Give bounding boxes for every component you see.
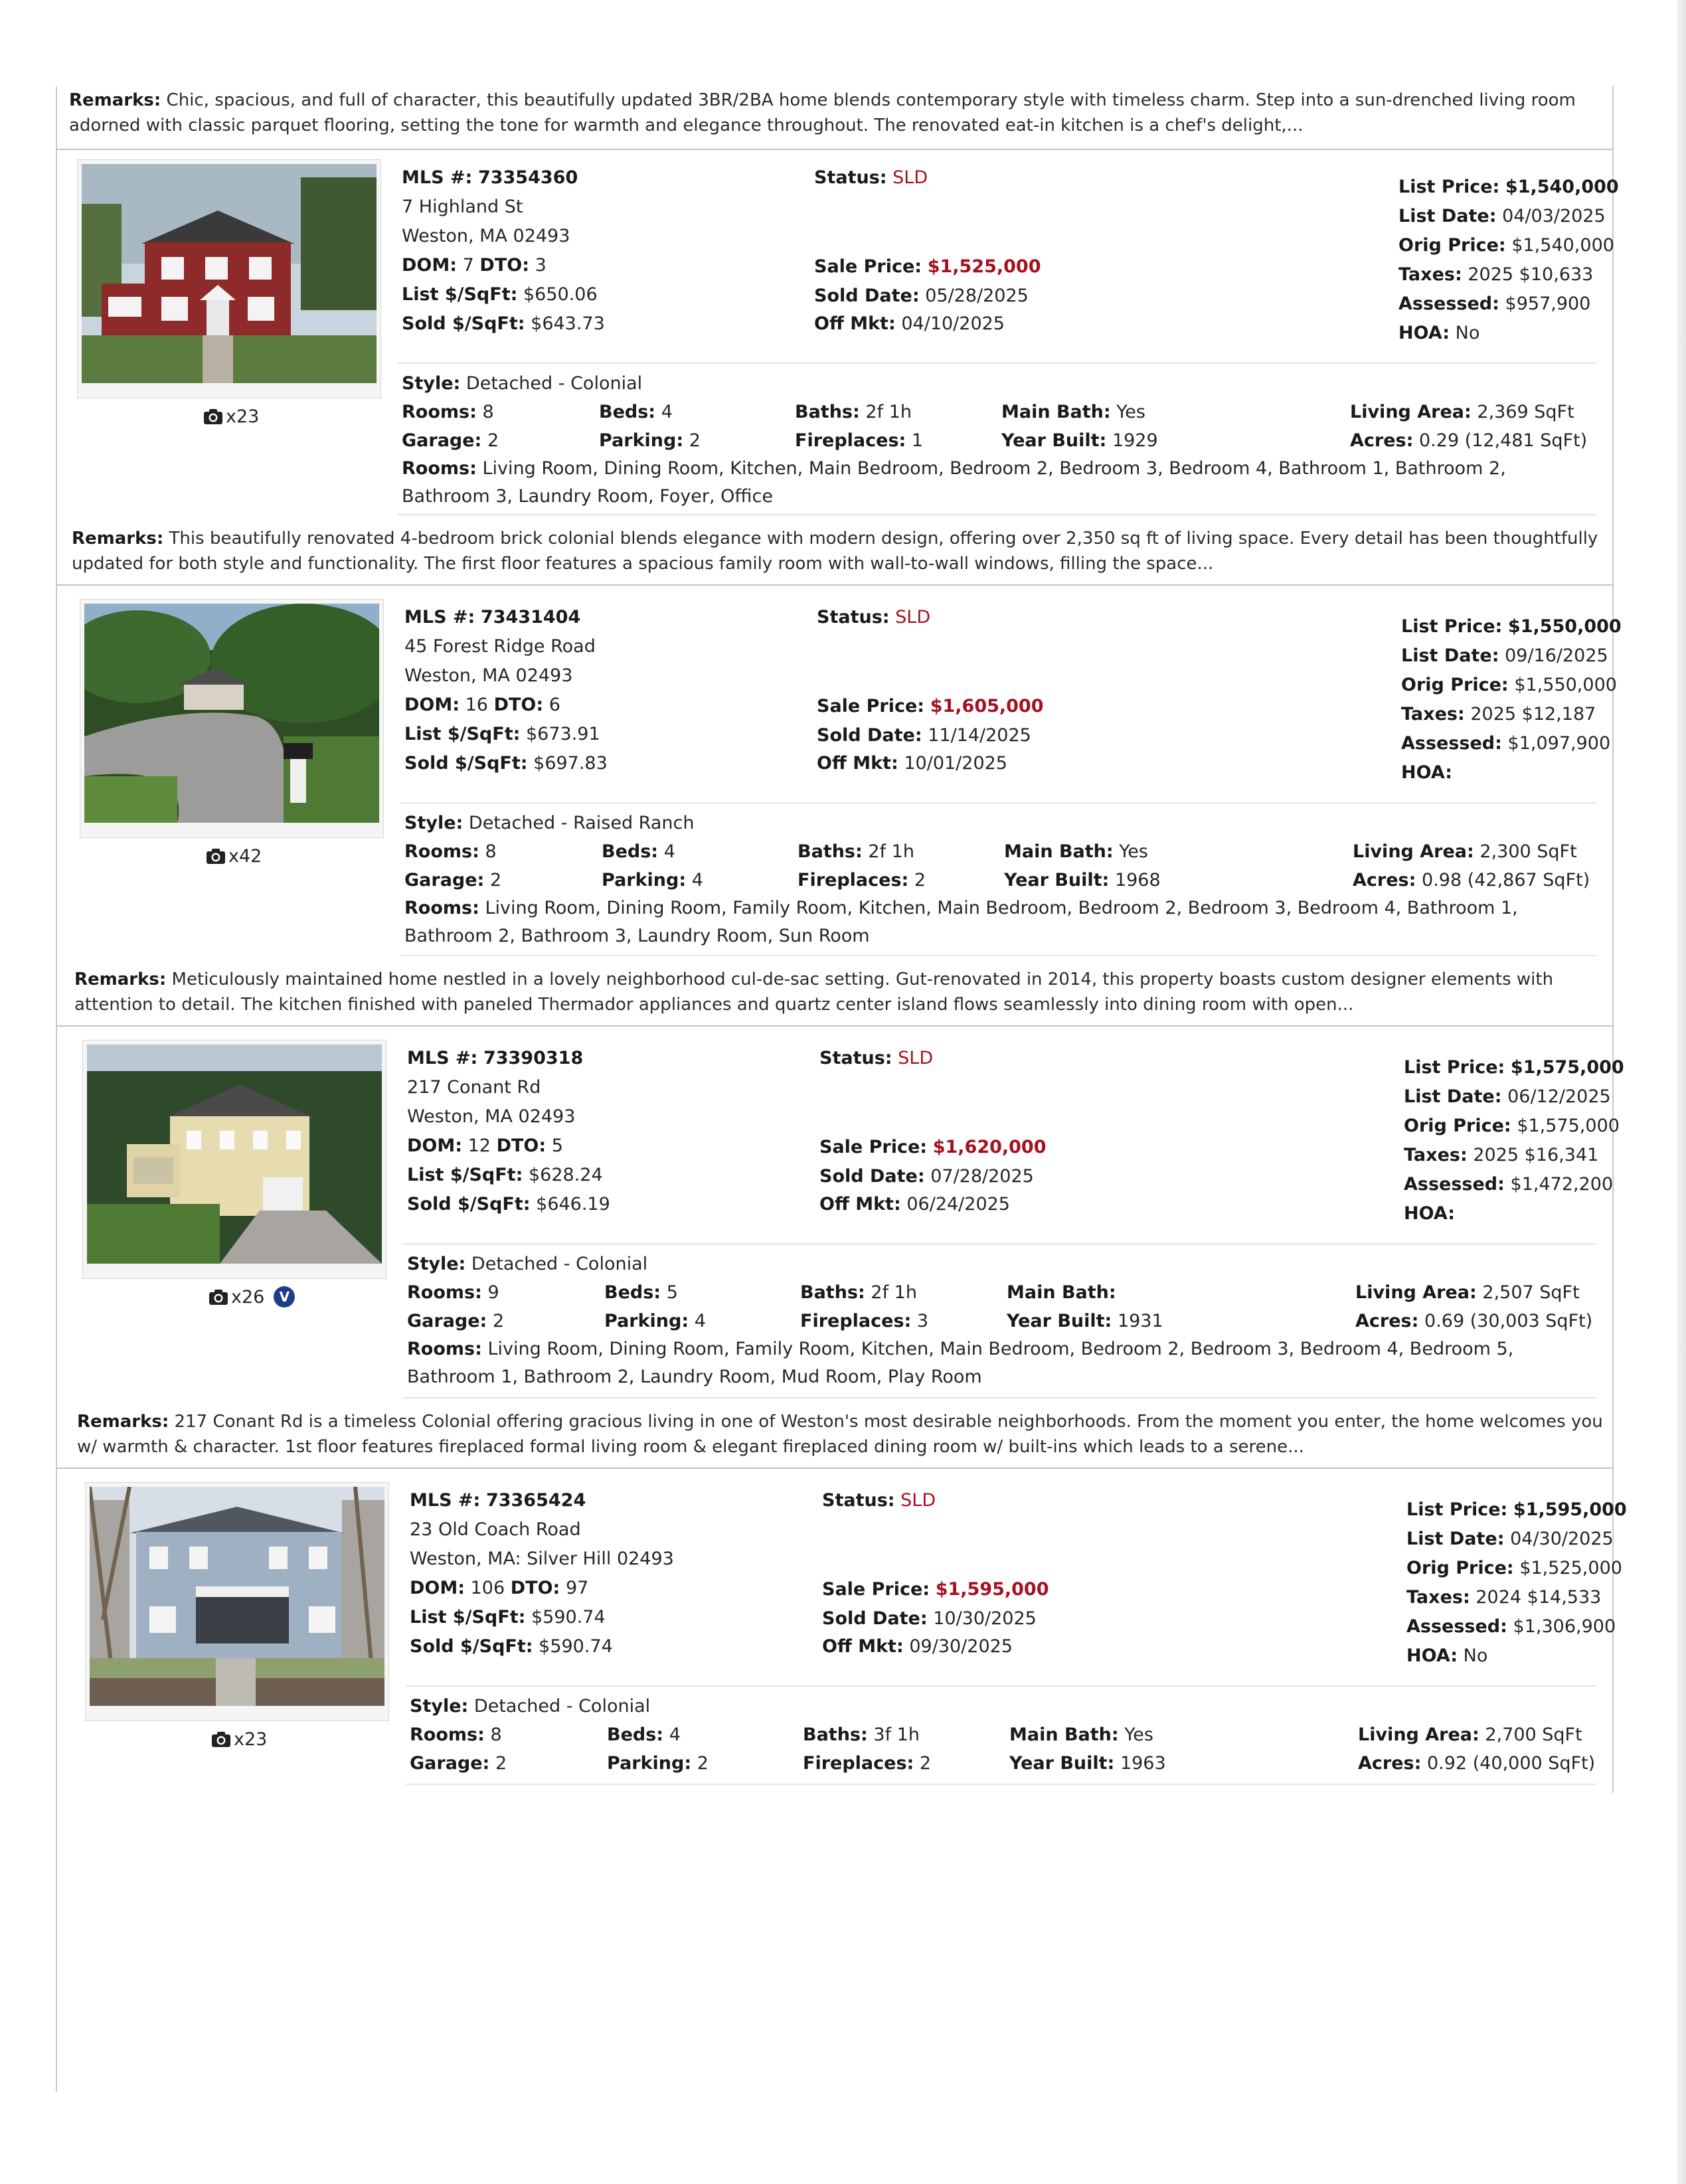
camera-icon <box>206 847 226 865</box>
sold-price-per-sqft: Sold $/SqFt: $643.73 <box>402 313 605 334</box>
sale-price: Sale Price: $1,525,000 <box>814 256 1041 277</box>
hoa: HOA: <box>1404 1203 1456 1224</box>
main-bath: Main Bath: Yes <box>1004 841 1148 862</box>
sale-price: Sale Price: $1,595,000 <box>822 1579 1049 1600</box>
assessed-value: Assessed: $1,097,900 <box>1401 733 1611 754</box>
section-divider <box>403 1397 1596 1398</box>
section-divider <box>400 955 1596 956</box>
beds: Beds: 5 <box>604 1282 678 1303</box>
status: Status: SLD <box>814 167 928 188</box>
assessed-value: Assessed: $1,306,900 <box>1406 1616 1616 1637</box>
beds: Beds: 4 <box>602 841 675 862</box>
address-street: 7 Highland St <box>402 197 523 217</box>
listing-remarks: Remarks: 217 Conant Rd is a timeless Colonial offering gracious living in one of Weston's most desirable neighborhoods. From the moment you enter, the home welcomes you w/ warmth & character. 1st floor features fireplaced formal living room & elegant fireplaced dining room w/ built-ins which leads to a serene... <box>77 1412 1603 1457</box>
parking: Parking: 2 <box>607 1753 709 1774</box>
sold-price-per-sqft: Sold $/SqFt: $697.83 <box>404 753 608 774</box>
style: Style: Detached - Colonial <box>407 1254 648 1274</box>
sale-price: Sale Price: $1,605,000 <box>817 696 1044 716</box>
baths: Baths: 2f 1h <box>800 1282 917 1303</box>
sold-price-per-sqft: Sold $/SqFt: $590.74 <box>410 1636 613 1657</box>
taxes: Taxes: 2025 $12,187 <box>1401 704 1596 724</box>
baths: Baths: 2f 1h <box>795 402 912 422</box>
address-city: Weston, MA 02493 <box>404 665 573 686</box>
section-divider <box>400 802 1596 803</box>
beds: Beds: 4 <box>607 1724 681 1745</box>
address-street: 23 Old Coach Road <box>410 1519 581 1540</box>
main-bath: Main Bath: Yes <box>1001 402 1145 422</box>
hoa: HOA: No <box>1406 1645 1488 1666</box>
year-built: Year Built: 1931 <box>1007 1311 1163 1331</box>
fireplaces: Fireplaces: 3 <box>800 1311 929 1331</box>
dom-dto: DOM: 16 DTO: 6 <box>404 695 560 715</box>
rooms-count: Rooms: 8 <box>404 841 497 862</box>
list-date: List Date: 09/16/2025 <box>1401 645 1608 666</box>
photo-count[interactable]: x23 <box>211 1728 267 1752</box>
rooms-count: Rooms: 8 <box>410 1724 502 1745</box>
status: Status: SLD <box>822 1490 936 1511</box>
status: Status: SLD <box>819 1048 934 1068</box>
mls-number[interactable]: MLS #: 73354360 <box>402 167 578 188</box>
list-price: List Price: $1,595,000 <box>1406 1499 1627 1520</box>
listing-photo[interactable] <box>77 159 381 398</box>
beds: Beds: 4 <box>599 402 673 422</box>
living-area: Living Area: 2,369 SqFt <box>1350 402 1574 422</box>
rooms-count: Rooms: 9 <box>407 1282 499 1303</box>
room-list: Rooms: Living Room, Dining Room, Family Room, Kitchen, Main Bedroom, Bedroom 2, Bedroom 3, Bedroom 4, Bedroom 5, Bathroom 1, Bathroom 2, Laundry Room, Mud Room, Play Room <box>407 1339 1514 1387</box>
garage: Garage: 2 <box>402 430 499 451</box>
style: Style: Detached - Colonial <box>402 373 643 394</box>
list-price-per-sqft: List $/SqFt: $628.24 <box>407 1165 603 1185</box>
sold-date: Sold Date: 05/28/2025 <box>814 286 1029 306</box>
hoa: HOA: No <box>1398 323 1480 343</box>
list-price: List Price: $1,575,000 <box>1404 1057 1624 1078</box>
address-city: Weston, MA 02493 <box>402 226 570 246</box>
list-price-per-sqft: List $/SqFt: $650.06 <box>402 284 598 305</box>
year-built: Year Built: 1963 <box>1009 1753 1166 1774</box>
assessed-value: Assessed: $957,900 <box>1398 294 1591 314</box>
rooms-count: Rooms: 8 <box>402 402 494 422</box>
section-divider <box>398 363 1596 364</box>
year-built: Year Built: 1929 <box>1001 430 1158 451</box>
sold-price-per-sqft: Sold $/SqFt: $646.19 <box>407 1194 610 1215</box>
mls-number[interactable]: MLS #: 73365424 <box>410 1490 586 1511</box>
off-market-date: Off Mkt: 10/01/2025 <box>817 753 1007 774</box>
section-divider <box>406 1685 1596 1687</box>
mls-number[interactable]: MLS #: 73431404 <box>404 607 581 628</box>
listing-remarks: Remarks: This beautifully renovated 4-bedroom brick colonial blends elegance with modern design, offering over 2,350 sq ft of living space. Every detail has been thoughtfully updated for both style and functionality. The first floor features a spacious family room with wall-to-wall windows, filling the space... <box>72 529 1598 574</box>
fireplaces: Fireplaces: 2 <box>803 1753 932 1774</box>
sale-price: Sale Price: $1,620,000 <box>819 1137 1047 1157</box>
address-street: 217 Conant Rd <box>407 1077 541 1098</box>
sold-date: Sold Date: 11/14/2025 <box>817 725 1031 746</box>
status-badge: SLD <box>898 1048 934 1068</box>
status: Status: SLD <box>817 607 931 628</box>
scan-edge <box>1677 0 1686 2184</box>
original-price: Orig Price: $1,575,000 <box>1404 1116 1620 1136</box>
list-price-per-sqft: List $/SqFt: $673.91 <box>404 724 600 744</box>
list-date: List Date: 04/03/2025 <box>1398 206 1606 226</box>
original-price: Orig Price: $1,540,000 <box>1398 235 1614 256</box>
address-city: Weston, MA: Silver Hill 02493 <box>410 1549 674 1569</box>
photo-count[interactable]: x26 V <box>209 1286 295 1309</box>
listing-photo[interactable] <box>82 1040 386 1279</box>
listing-photo[interactable] <box>85 1482 389 1721</box>
room-list: Rooms: Living Room, Dining Room, Kitchen, Main Bedroom, Bedroom 2, Bedroom 3, Bedroom 4, Bathroom 1, Bathroom 2, Bathroom 3, Laundry Room, Foyer, Office <box>402 458 1506 507</box>
virtual-tour-badge[interactable]: V <box>274 1286 295 1307</box>
list-price-per-sqft: List $/SqFt: $590.74 <box>410 1607 606 1628</box>
living-area: Living Area: 2,300 SqFt <box>1353 841 1577 862</box>
parking: Parking: 4 <box>602 870 703 890</box>
camera-icon <box>203 408 223 425</box>
sold-date: Sold Date: 07/28/2025 <box>819 1166 1034 1187</box>
baths: Baths: 2f 1h <box>798 841 914 862</box>
main-bath: Main Bath: Yes <box>1009 1724 1153 1745</box>
status-badge: SLD <box>892 167 928 188</box>
living-area: Living Area: 2,700 SqFt <box>1358 1724 1582 1745</box>
section-divider <box>403 1243 1596 1244</box>
divider <box>56 149 1614 150</box>
camera-icon <box>209 1288 228 1305</box>
off-market-date: Off Mkt: 04/10/2025 <box>814 313 1005 334</box>
off-market-date: Off Mkt: 06/24/2025 <box>819 1194 1010 1215</box>
dom-dto: DOM: 7 DTO: 3 <box>402 255 547 276</box>
list-price: List Price: $1,550,000 <box>1401 616 1622 637</box>
acres: Acres: 0.98 (42,867 SqFt) <box>1353 870 1590 890</box>
listing-divider <box>56 1468 1614 1469</box>
list-price: List Price: $1,540,000 <box>1398 177 1619 197</box>
listing-remarks: Remarks: Meticulously maintained home nestled in a lovely neighborhood cul-de-sac setting. Gut-renovated in 2014, this property boasts custom designer elements with attention to detail. The kitchen finished with paneled Thermador appliances and quartz center island flows seamlessly into dining room with open... <box>74 969 1554 1015</box>
camera-icon <box>211 1730 231 1748</box>
baths: Baths: 3f 1h <box>803 1724 920 1745</box>
dom-dto: DOM: 106 DTO: 97 <box>410 1578 589 1598</box>
fireplaces: Fireplaces: 1 <box>795 430 924 451</box>
parking: Parking: 2 <box>599 430 701 451</box>
fireplaces: Fireplaces: 2 <box>798 870 926 890</box>
style: Style: Detached - Colonial <box>410 1696 651 1717</box>
living-area: Living Area: 2,507 SqFt <box>1355 1282 1580 1303</box>
main-bath: Main Bath: <box>1007 1282 1116 1303</box>
list-date: List Date: 06/12/2025 <box>1404 1086 1611 1107</box>
acres: Acres: 0.69 (30,003 SqFt) <box>1355 1311 1593 1331</box>
status-badge: SLD <box>900 1490 936 1511</box>
photo-count[interactable]: x42 <box>206 845 262 869</box>
dom-dto: DOM: 12 DTO: 5 <box>407 1135 563 1156</box>
style: Style: Detached - Raised Ranch <box>404 813 695 833</box>
photo-count[interactable]: x23 <box>203 405 259 429</box>
acres: Acres: 0.29 (12,481 SqFt) <box>1350 430 1588 451</box>
garage: Garage: 2 <box>404 870 502 890</box>
left-border <box>56 86 57 2092</box>
acres: Acres: 0.92 (40,000 SqFt) <box>1358 1753 1596 1774</box>
listing-photo[interactable] <box>80 599 384 838</box>
taxes: Taxes: 2024 $14,533 <box>1406 1587 1602 1608</box>
garage: Garage: 2 <box>407 1311 505 1331</box>
list-date: List Date: 04/30/2025 <box>1406 1529 1614 1549</box>
year-built: Year Built: 1968 <box>1004 870 1161 890</box>
listing-divider <box>56 1025 1614 1027</box>
address-city: Weston, MA 02493 <box>407 1106 576 1127</box>
section-divider <box>406 1784 1596 1785</box>
mls-number[interactable]: MLS #: 73390318 <box>407 1048 584 1068</box>
sold-date: Sold Date: 10/30/2025 <box>822 1608 1037 1629</box>
parking: Parking: 4 <box>604 1311 706 1331</box>
garage: Garage: 2 <box>410 1753 507 1774</box>
original-price: Orig Price: $1,525,000 <box>1406 1558 1622 1578</box>
original-price: Orig Price: $1,550,000 <box>1401 675 1617 695</box>
taxes: Taxes: 2025 $10,633 <box>1398 264 1594 285</box>
top-remarks: Remarks: Chic, spacious, and full of character, this beautifully updated 3BR/2BA home blends contemporary style with timeless charm. Step into a sun-drenched living room adorned with classic parquet flooring, setting the tone for warmth and elegance throughout. The renovated eat-in kitchen is a chef's delight,... <box>69 90 1576 135</box>
address-street: 45 Forest Ridge Road <box>404 636 596 657</box>
status-badge: SLD <box>895 607 931 628</box>
taxes: Taxes: 2025 $16,341 <box>1404 1145 1599 1165</box>
assessed-value: Assessed: $1,472,200 <box>1404 1174 1614 1195</box>
off-market-date: Off Mkt: 09/30/2025 <box>822 1636 1013 1657</box>
hoa: HOA: <box>1401 762 1453 783</box>
room-list: Rooms: Living Room, Dining Room, Family Room, Kitchen, Main Bedroom, Bedroom 2, Bedroom 3, Bedroom 4, Bathroom 1, Bathroom 2, Bathroom 3, Laundry Room, Sun Room <box>404 898 1518 946</box>
listing-divider <box>56 584 1614 586</box>
section-divider <box>398 514 1596 515</box>
